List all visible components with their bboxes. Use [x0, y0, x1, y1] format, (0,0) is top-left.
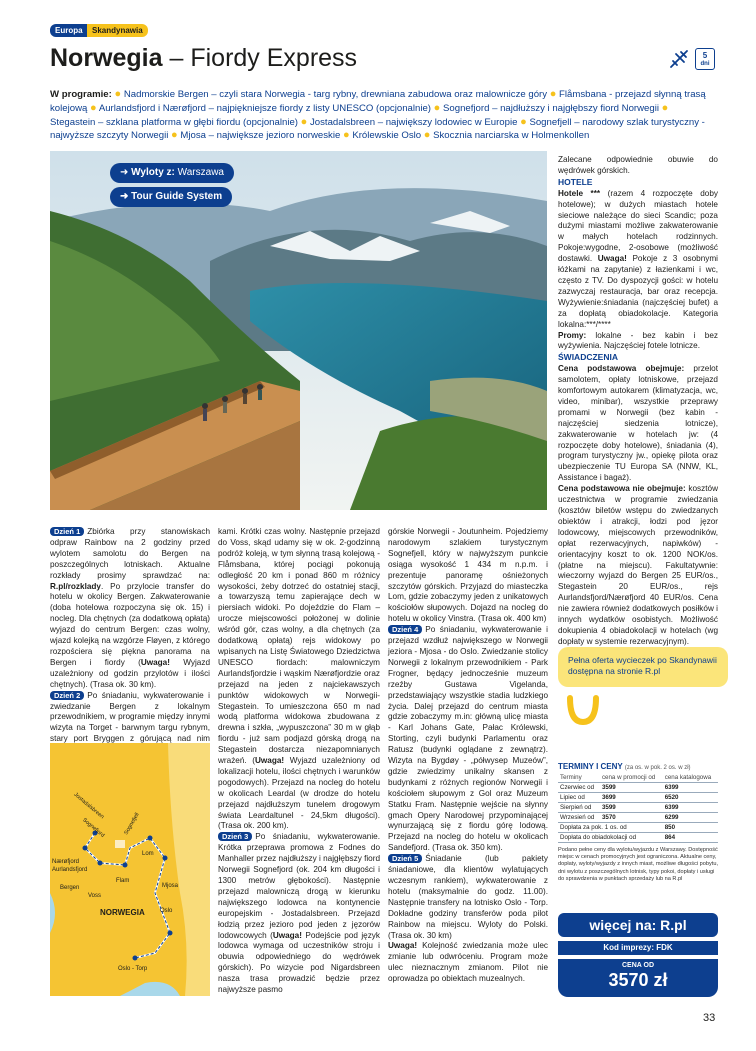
excludes-text: kosztów uczestnictwa w programie zwiedzania (kosztów biletów wstępu do zwiedzanych obiektów i atrakcji, łodzi pod jęzor lodowcowy, miejscowych przewodników, opłat rezerwacyjnych, napiwków) - orientacyjny koszt to ok. 1200 NOK/os. (płatne na miejscu). Fakultatywnie: wieczorny wyjazd do Bergen 25 EUR/os., Stegastein 20 EUR/os., rejs Aurlandsfjord/Nærøfjord 40 EUR/os. Cena nie zawiera również dodatkowych posiłków i innych wydatków osobistych. Możliwość dokupienia 4 obiadokolacji w hotelach (wg dopłaty w systemie rezerwacyjnym). — [558, 484, 718, 646]
map-label: Aurlandsfjord — [52, 867, 88, 873]
catalog-price-cell: 6299 — [663, 813, 718, 823]
map-label: Oslo - Torp — [118, 966, 148, 972]
hotels-text-b: Pokoje z 3 osobnymi łóżkami na zapytanie) z łazienkami i wc, często z TV. Do dyspozycji gości: w hotelu zazwyczaj restauracja, bar oraz recepcja. Wyżywienie:śniadania (najczęściej bufet) a za dopłatą obiadokolacje. Kategoria lokalna:***/**** — [558, 254, 718, 329]
tour-code: Kod imprezy: FDK — [558, 941, 718, 955]
map-label-country: NORWEGIA — [100, 908, 145, 917]
page-number: 33 — [703, 1012, 716, 1024]
itinerary-col-3 — [388, 527, 548, 985]
warning-label: Uwaga! — [140, 657, 170, 667]
catalog-price-cell: 6520 — [663, 793, 718, 803]
day-2-continued: kami. Krótki czas wolny. Następnie przejazd do Voss, skąd udamy się w ok. 2-godzinną podróż koleją, w tym słynną trasą kolejową - Flåmsbana, której pociągi pokonują odległość 20 km i ponad 860 m różnicy wysokości, żeby dotrzeć do ostatniej stacji, a towarzyszą temu zapierające dech w piersiach widoki. Po dojeździe do Flam – urocze miejscowości położonej w dolinie wśród gór, czas wolny, a dla chętnych (za dodatkową opłatą) rejs widokowy po wpisanych na Listę Światowego Dziedzictwa UNESCO fiordach: malowniczym Aurlandsfjordzie i wąskim Nærøfjordzie oraz przejazd na jeden z najciekawszych punktów widokowych w Norwegii- Stegastein. To umieszczona 650 m nad wodą platforma widokowa zbudowana z drewna i szkła, „wypuszczona” 30 m w głąb fiordu - już sam podjazd górską drogą na Stegastein dostarcza niezapomnianych wrażeń. ( — [218, 527, 380, 766]
table-row — [558, 803, 718, 813]
promo-price-cell: 3570 — [600, 813, 663, 823]
departures-city: Warszawa — [177, 167, 224, 178]
prices-table — [558, 762, 718, 883]
map-label: Bergen — [60, 885, 80, 891]
intro-item: Stegastein – szklana platforma w głębi fiordu (opcjonalnie) — [50, 116, 298, 128]
prices-title — [558, 762, 718, 771]
map-label: Lom — [142, 851, 154, 857]
bullet-icon: ● — [661, 101, 669, 114]
day-3-continued: górskie Norwegii - Joutunheim. Pojedziemy narodowym szlakiem turystycznym Sognefjell, który w najwyższym punkcie osiąga wysokość 1 434 m n.p.m. i prezentuje panoramę ośnieżonych szczytów górskich. Przyjazd do miasteczka Lom, gdzie zobaczymy jeden z unikatowych kościołów słupowych. Dojazd na nocleg do hotelu w okolicy Vinstra. (Trasa ok. 400 km) — [388, 527, 548, 624]
day-2-end: Wyjazd uzależniony od lokalizacji hotelu, ilości chętnych i warunków pogodowych). Przejazd na nocleg do hotelu w okolicach Leardal (w drodze do hotelu przejazd najdłuższym tunelem drogowym świata Leardaltunel - 24,5km długości). (Trasa ok. 200 km). — [218, 756, 380, 831]
bullet-icon: ● — [423, 129, 431, 142]
warning-label: Uwaga! — [272, 930, 302, 940]
more-link-button[interactable]: więcej na: R.pl — [558, 913, 718, 937]
price-from-value: 3570 zł — [608, 970, 668, 990]
table-row — [558, 833, 718, 843]
catalog-price-cell: 6399 — [663, 783, 718, 793]
warning-text: Kolejność zwiedzania może ulec zmianie lub odwróceniu. Program może ulec nieznacznym zmianom. Pilot nie oprowadza po obiektach muzealnych. — [388, 941, 548, 984]
days-unit: dni — [700, 61, 710, 67]
bullet-icon: ● — [300, 115, 308, 128]
table-row — [558, 823, 718, 833]
table-row — [558, 793, 718, 803]
prices-grid — [558, 773, 718, 843]
days-icon — [695, 48, 715, 70]
intro-item: Nadmorskie Bergen – czyli stara Norwegia - targ rybny, drewniana zabudowa oraz malownicze góry — [123, 89, 548, 100]
promo-price-cell: 3699 — [600, 793, 663, 803]
price-from-box — [558, 959, 718, 997]
term-cell: Czerwiec od — [558, 783, 600, 793]
departures-pill — [110, 163, 234, 183]
day-2-text: Po śniadaniu, wykwaterowanie i zwiedzanie Bergen z lokalnym przewodnikiem, w programie między innymi wizyta na Torget - barwnym targu rybnym, stary port Bryggen z górującą nad nim — [50, 690, 210, 744]
shoes-note: Zalecane odpowiednie obuwie do wędrówek górskich. — [558, 155, 718, 175]
intro-item: Sognefjord – najdłuższy i najgłębszy fiord Norwegii — [443, 102, 659, 114]
promo-price-cell: 3599 — [600, 783, 663, 793]
intro-item: Mjosa – największe jezioro norweskie — [180, 130, 341, 142]
smiley-icon — [566, 692, 600, 726]
schedule-link[interactable]: R.pl/rozklady — [50, 581, 101, 591]
warning-label: Uwaga! — [597, 254, 627, 264]
extra-price-cell: 850 — [663, 823, 718, 833]
bullet-icon: ● — [520, 115, 527, 128]
fjord-photo — [50, 151, 547, 510]
itinerary-col-2 — [218, 527, 380, 996]
day-3-text-b: Podejście pod język lodowca wymaga od uczestników stroju i obuwia odpowiedniego do wędrówek górskich). Po wizycie pod Nigardsbreen nasza trasa prowadzić będzie przez najwyższe pasmo — [218, 930, 380, 995]
departures-label: Wyloty z: — [131, 167, 175, 178]
day-1-text-a: Zbiórka przy stanowiskach odpraw Rainbow na 2 godziny przed wylotem samolotu do Bergen na poszczególnych lotniskach. Aktualne rozkłady prosimy sprawdzać na: — [50, 527, 210, 580]
bullet-icon: ● — [114, 88, 122, 100]
program-intro — [50, 88, 710, 143]
day-4-text: Po śniadaniu, wykwaterowanie i przejazd wzdłuż największego w Norwegii jeziora - Mjosa - do Oslo. Zwiedzanie stolicy Norwegii z lokalnym przewodnikiem - Park Frogner, będący jednocześnie muzeum rzeźby Gustawa Vigelanda, przedstawiający wszystkie stadia ludzkiego życia. Dalej przejazd do centrum miasta gdzie zobaczymy m.in: główną ulicę miasta - Karl Johans Gate, Pałac Królewski, Storting, czyli budynki Parlamentu oraz Ratusz (budynki oglądane z zewnątrz). Wizyta na Bygdøy - „półwysep Muzeów”, gdzie zwiedzimy unikalny skansen z budynkami z różnych regionów Norwegii i kościołem słupowym z Gol oraz Muzeum Statku Fram. Następnie wejście na słynny gmach Opery Narodowej przypominającej wynurzającą się z fiordu górę lodową. Przejazd na nocleg do hotelu w okolicach Sandefjord. (Trasa ok. 350 km). — [388, 625, 548, 853]
map-label: Jostadalsbreen — [72, 791, 105, 821]
map-label: Sognefjell — [123, 812, 141, 836]
offer-bubble[interactable]: Pełna oferta wycieczek po Skandynawii dostępna na stronie R.pl — [558, 647, 728, 687]
day-1-badge: Dzień 1 — [50, 527, 84, 536]
tour-guide-pill — [110, 187, 232, 207]
bullet-icon: ● — [433, 101, 441, 114]
intro-item: Sognefjell – narodowy szlak turystyczny - najwyższe szczyty Norwegii — [50, 116, 705, 142]
services-heading: ŚWIADCZENIA — [558, 352, 618, 363]
map-label: Flam — [116, 878, 130, 884]
term-cell: Wrzesień od — [558, 813, 600, 823]
day-4-badge: Dzień 4 — [388, 625, 422, 634]
intro-item: Flåmsbana - przejazd słynną trasą kolejową — [50, 89, 706, 114]
intro-item: Skocznia narciarska w Holmenkollen — [433, 130, 590, 142]
includes-bold: Cena podstawowa obejmuje: — [558, 364, 685, 374]
intro-lead: W programie: — [50, 89, 112, 100]
day-5-text: Śniadanie (lub pakiety śniadaniowe, dla klientów wylatujących wczesnym rankiem), wykwaterowanie z hotelu (maksymalnie do godz. 11.00). Następnie transfery na lotnisko Oslo - Torp. Dokładne godziny transferów poda pilot Rainbow na miejscu. Wyloty do Polski. (Trasa ok. 30 km) — [388, 854, 548, 940]
intro-item: Aurlandsfjord i Nærøfjord – najpiękniejsze fiordy z listy UNESCO (opcjonalnie) — [98, 102, 431, 114]
promo-price-cell: 3599 — [600, 803, 663, 813]
bullet-icon: ● — [90, 101, 97, 114]
arrow-icon: ➜ — [120, 167, 129, 178]
extra-label-cell: Dopłata do obiadokolacji od — [558, 833, 663, 843]
day-3-text-a: Po śniadaniu, wykwaterowanie. Krótka przeprawa promowa z Fodnes do Manhaller przez najdłuższy i najgłębszy fiord Norwegii Sognefjord (ok. 204 km długości i 1300 metrów głębokości). Następnie przejazd malowniczą drogą w kierunku największego lodowca na kontynencie europejskim - Jostadalsbreen. Przejazd łodzią przez jezioro pod jeden z jęzorów lodowcowych ( — [218, 832, 381, 940]
info-col — [558, 155, 718, 648]
hotels-bold: Hotele *** — [558, 188, 601, 198]
day-1-text-b: . Po przylocie transfer do hotelu w okolicy Bergen. Zakwaterowanie (doba hotelowa rozpoczyna się ok. 15) i nocleg. Dla chętnych (za dodatkową opłatą) wyjazd do centrum Bergen: czas wolny, wjazd kolejką na wzgórze Fløyen, z którego rozpościera się piękna panorama na Bergen i fiordy ( — [50, 581, 210, 667]
includes-text: przelot samolotem, opłaty lotniskowe, przejazd komfortowym autokarem (klimatyzacja, wc, video, minibar), wszystkie przeprawy promami w Norwegii (bez kabin - najczęściej siedzenia lotnicze), zakwaterowanie w hotelach jw: (4 rozpoczęte doby hotelowe), śniadania (4), program turystyczny jw., opiekę pilota oraz ubezpieczenie TU Europa SA (NNW, KL, Assistance i bagaż). — [558, 364, 718, 483]
warning-label: Uwaga! — [388, 941, 418, 951]
prices-title-note: (za os. w pok. 2 os. w zł) — [624, 765, 691, 771]
route-map — [50, 743, 210, 996]
bullet-icon: ● — [549, 88, 557, 100]
map-label: Sognefjord — [81, 817, 106, 839]
itinerary-col-1 — [50, 527, 210, 778]
extra-price-cell: 864 — [663, 833, 718, 843]
intro-item: Królewskie Oslo — [352, 130, 422, 142]
map-label: Mjosa — [162, 883, 179, 889]
page-title — [50, 44, 357, 73]
map-label: Voss — [88, 893, 102, 899]
table-header — [558, 773, 718, 783]
table-row — [558, 783, 718, 793]
prices-title-text: TERMINY I CENY — [558, 762, 623, 771]
title-bold: Norwegia — [50, 44, 163, 72]
term-cell: Sierpień od — [558, 803, 600, 813]
price-from-label: CENA OD — [621, 962, 655, 969]
extra-label-cell: Dopłata za pok. 1 os. od — [558, 823, 663, 833]
subregion-tag: Skandynawia — [87, 24, 148, 37]
day-5-badge: Dzień 5 — [388, 854, 422, 863]
prices-note: Podano pełne ceny dla wylotu/wyjazdu z Warszawy. Dostępność miejsc w cenach promocyjnych jest ograniczona. Aktualne ceny, dopłaty, wyloty/wyjazdy z innych miast, możliwe długości pobytu, dni wylotu z poszczególnych lotnisk, typy pokoi, dopłaty i usługi do sprawdzenia w punktach sprzedaży lub na R.pl — [558, 847, 719, 882]
days-number: 5 — [702, 51, 708, 60]
catalog-price-cell: 6399 — [663, 803, 718, 813]
warning-label: Uwaga! — [254, 756, 285, 766]
bullet-icon: ● — [171, 129, 178, 142]
col-header: cena katalogowa — [663, 773, 718, 783]
table-row — [558, 813, 718, 823]
hotels-heading: HOTELE — [558, 176, 593, 187]
map-label: Nærøfjord — [52, 859, 80, 865]
title-rest: – Fiordy Express — [169, 44, 358, 72]
intro-item: Jostadalsbreen – największy lodowiec w Europie — [309, 116, 518, 128]
day-3-badge: Dzień 3 — [218, 832, 252, 841]
day-1-text-c: Wyjazd uzależniony od godzin przylotów i ilości chętnych). (Trasa ok. 30 km). — [50, 657, 211, 689]
plane-icon — [668, 48, 690, 70]
col-header: Terminy — [558, 773, 600, 783]
term-cell: Lipiec od — [558, 793, 600, 803]
ferries-text: lokalne - bez kabin i bez wyżywienia. Najczęściej fotele lotnicze. — [558, 330, 718, 351]
bullet-icon: ● — [343, 129, 350, 142]
map-label: Oslo — [160, 908, 173, 914]
region-tag: Europa — [50, 24, 88, 37]
tour-guide-label: ➜ Tour Guide System — [120, 191, 223, 202]
excludes-bold: Cena podstawowa nie obejmuje: — [558, 484, 686, 494]
col-header: cena w promocji od — [600, 773, 663, 783]
ferries-bold: Promy: — [558, 330, 587, 340]
day-2-badge: Dzień 2 — [50, 691, 84, 700]
hotels-text-a: (razem 4 rozpoczęte doby hotelowe); w dużych miastach hotele sieciowe należące do sieci Scandic; poza dużymi miastami możliwe zakwaterowanie w małych hotelach rodzinnych. Pokoje:wygodne, 2-osobowe (możliwość dostawki. — [558, 188, 719, 264]
